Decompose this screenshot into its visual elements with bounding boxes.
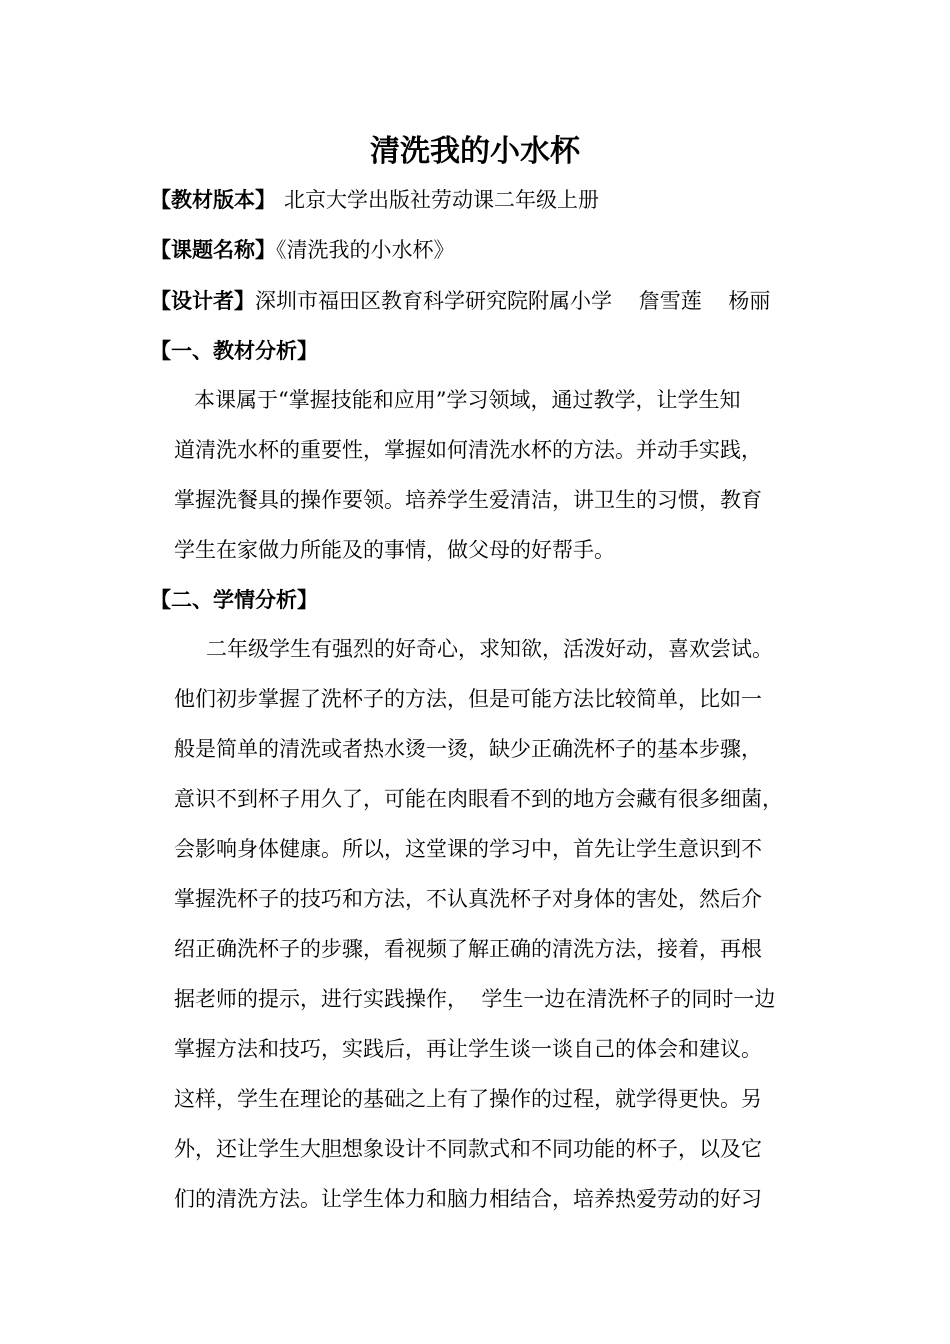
paragraph-line: 们的清洗方法。让学生体力和脑力相结合，培养热爱劳动的好习 [174,1187,762,1211]
paragraph-line: 掌握洗杯子的技巧和方法，不认真洗杯子对身体的害处，然后介 [174,887,762,911]
paragraph-line: 二年级学生有强烈的好奇心，求知欲，活泼好动，喜欢尝试。 [206,637,773,661]
meta-designer-label: 【设计者】 [150,289,255,313]
paragraph-line: 掌握方法和技巧，实践后，再让学生谈一谈自己的体会和建议。 [174,1037,762,1061]
paragraph-line: 这样，学生在理论的基础之上有了操作的过程，就学得更快。另 [174,1087,762,1111]
meta-edition [150,185,599,215]
paragraph-line: 本课属于“掌握技能和应用”学习领域，通过教学，让学生知 [194,388,741,412]
section-heading-learner-analysis: 【二、学情分析】 [150,588,318,612]
document-title: 清洗我的小水杯 [370,134,580,169]
meta-topic-label: 【课题名称】 [150,238,276,262]
meta-topic [150,235,455,265]
paragraph-line: 绍正确洗杯子的步骤，看视频了解正确的清洗方法，接着，再根 [174,937,762,961]
paragraph-line: 外，还让学生大胆想象设计不同款式和不同功能的杯子，以及它 [174,1137,762,1161]
meta-topic-value: 《清洗我的小水杯》 [276,238,455,262]
paragraph-line: 据老师的提示，进行实践操作， 学生一边在清洗杯子的同时一边 [174,987,776,1011]
paragraph-line: 意识不到杯子用久了，可能在肉眼看不到的地方会藏有很多细菌， [174,787,783,811]
section-heading-textbook-analysis: 【一、教材分析】 [150,339,318,363]
meta-designer-value: 深圳市福田区教育科学研究院附属小学 詹雪莲 杨丽 [255,289,771,313]
paragraph-line: 他们初步掌握了洗杯子的方法，但是可能方法比较简单，比如一 [174,687,762,711]
paragraph-line: 学生在家做力所能及的事情，做父母的好帮手。 [174,538,615,562]
paragraph-line: 般是简单的清洗或者热水烫一烫，缺少正确洗杯子的基本步骤， [174,737,762,761]
paragraph-line: 会影响身体健康。所以，这堂课的学习中，首先让学生意识到不 [174,837,762,861]
meta-edition-value: 北京大学出版社劳动课二年级上册 [284,188,599,212]
paragraph-line: 道清洗水杯的重要性，掌握如何清洗水杯的方法。并动手实践， [174,438,762,462]
meta-edition-label: 【教材版本】 [150,188,276,212]
meta-designer [150,286,770,316]
paragraph-line: 掌握洗餐具的操作要领。培养学生爱清洁，讲卫生的习惯，教育 [174,488,762,512]
